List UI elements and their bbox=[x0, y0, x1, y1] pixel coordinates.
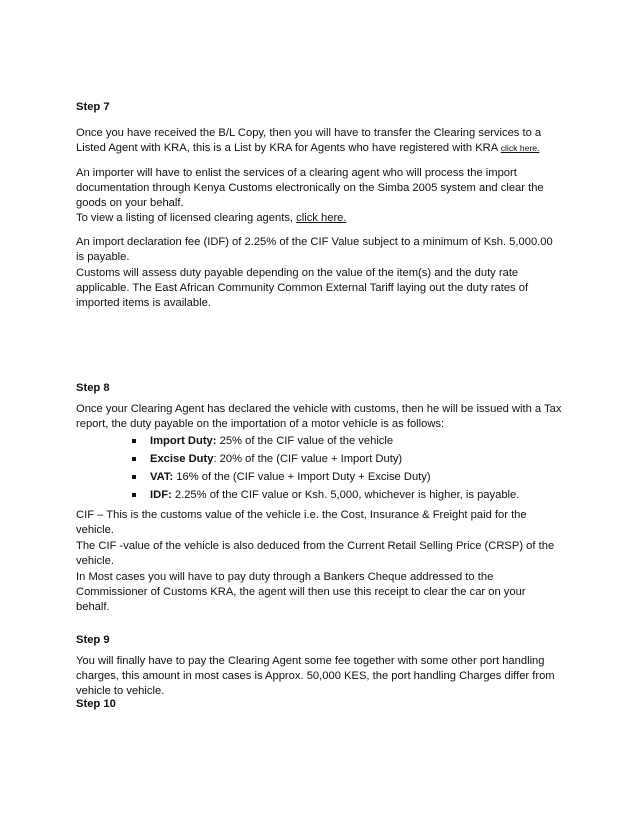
step-10-heading: Step 10 bbox=[76, 698, 116, 710]
step-8-cif-paragraph: CIF – This is the customs value of the vehicle i.e. the Cost, Insurance & Freight paid for the vehicle. bbox=[76, 509, 527, 536]
square-bullet-icon bbox=[132, 475, 136, 479]
duty-text: 2.25% of the CIF value or Ksh. 5,000, whichever is higher, is payable. bbox=[171, 489, 520, 501]
step-7-paragraph-enlist: An importer will have to enlist the services of a clearing agent who will process the import documentation through Kenya Customs electronically on the Simba 2005 system and clear the goods on your behalf. bbox=[76, 167, 544, 209]
step-8-crsp-paragraph: The CIF -value of the vehicle is also deduced from the Current Retail Selling Price (CRSP) of the vehicle. bbox=[76, 540, 555, 567]
step-7-listing-text: To view a listing of licensed clearing agents, bbox=[76, 212, 297, 224]
duty-list-item bbox=[76, 452, 562, 470]
step-7-paragraph-idf: An import declaration fee (IDF) of 2.25% of the CIF Value subject to a minimum of Ksh. 5,000.00 is payable. bbox=[76, 236, 553, 263]
duty-label: Excise Duty bbox=[150, 453, 214, 465]
kra-agents-list-link[interactable]: click here. bbox=[500, 143, 540, 153]
step-7-paragraph-listing bbox=[76, 211, 562, 226]
step-8-intro: Once your Clearing Agent has declared the vehicle with customs, then he will be issued with a Tax report, the duty payable on the importation of a motor vehicle is as follows: bbox=[76, 403, 562, 430]
duty-text: 25% of the CIF value of the vehicle bbox=[216, 435, 394, 447]
duty-text: 16% of the (CIF value + Import Duty + Excise Duty) bbox=[173, 471, 431, 483]
step-8-cheque-paragraph: In Most cases you will have to pay duty through a Bankers Cheque addressed to the Commissioner of Customs KRA, the agent will then use this receipt to clear the car on your behalf. bbox=[76, 571, 526, 613]
step-7-paragraph-transfer-text: Once you have received the B/L Copy, then you will have to transfer the Clearing services to a Listed Agent with KRA, this is a List by KRA for Agents who have registered with KRA bbox=[76, 127, 542, 154]
duty-list-item bbox=[76, 434, 562, 452]
step-7-paragraph-transfer bbox=[76, 126, 562, 156]
duty-text: : 20% of the (CIF value + Import Duty) bbox=[213, 453, 403, 465]
step-9-heading: Step 9 bbox=[76, 634, 110, 646]
step-9-paragraph: You will finally have to pay the Clearing Agent some fee together with some other port handling charges, this amount in most cases is Approx. 50,000 KES, the port handling Charges differ from vehicle to vehicle. bbox=[76, 655, 555, 697]
duty-label: VAT: bbox=[150, 471, 174, 483]
duty-list-item bbox=[76, 470, 562, 488]
step-8-heading: Step 8 bbox=[76, 382, 110, 394]
step-7-heading: Step 7 bbox=[76, 101, 110, 113]
duty-label: IDF: bbox=[150, 489, 172, 501]
licensed-agents-link[interactable]: click here. bbox=[296, 212, 347, 224]
square-bullet-icon bbox=[132, 457, 136, 461]
duty-list-item bbox=[76, 488, 562, 506]
step-7-paragraph-customs: Customs will assess duty payable depending on the value of the item(s) and the duty rate applicable. The East African Community Common External Tariff laying out the duty rates of imported items is available. bbox=[76, 267, 529, 309]
square-bullet-icon bbox=[132, 439, 136, 443]
square-bullet-icon bbox=[132, 493, 136, 497]
duty-list bbox=[76, 434, 562, 506]
duty-label: Import Duty: bbox=[150, 435, 217, 447]
